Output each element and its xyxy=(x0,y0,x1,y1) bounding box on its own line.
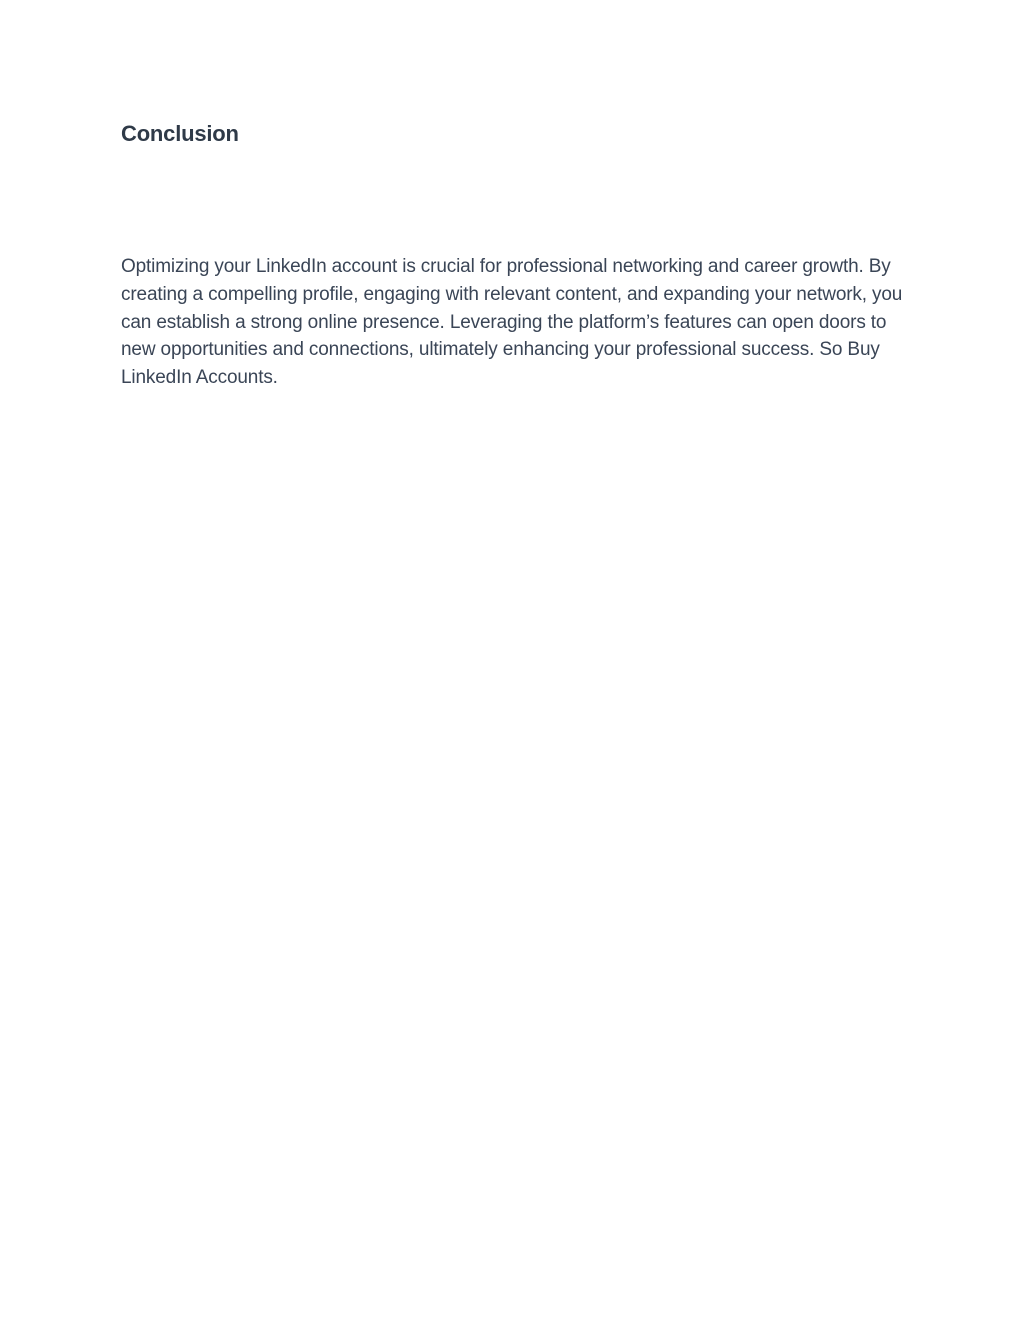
section-heading: Conclusion xyxy=(121,121,239,146)
conclusion-paragraph: Optimizing your LinkedIn account is crucial for professional networking and career growth. By creating a compelling profile, engaging with relevant content, and expanding your network, you can establish a strong online presence. Leveraging the platform’s features can open doors to new opportunities and connections, ultimately enhancing your professional success. So Buy LinkedIn Accounts. xyxy=(121,256,903,389)
